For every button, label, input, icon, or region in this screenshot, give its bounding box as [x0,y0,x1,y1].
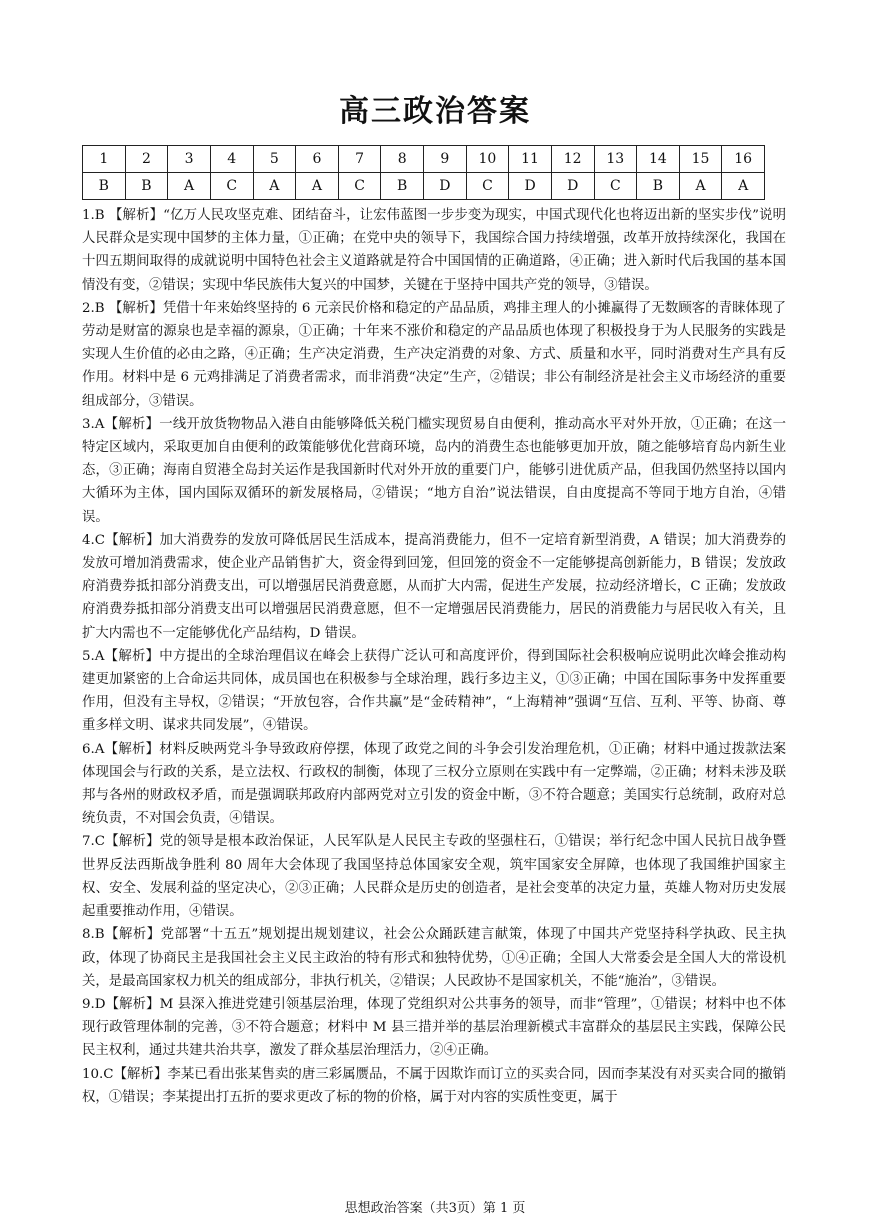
question-number-cell: 7 [338,146,381,173]
answer-letter-cell: D [551,173,594,200]
answer-key-table [82,145,765,200]
page-footer: 思想政治答案（共3页）第 1 页 [344,1201,526,1216]
question-number-cell: 6 [296,146,339,173]
question-number-row [83,146,765,173]
answer-letter-cell: B [83,173,126,200]
question-number-cell: 11 [509,146,552,173]
question-number-cell: 2 [125,146,168,173]
answer-letter-cell: A [296,173,339,200]
answer-letter-cell: D [424,173,467,200]
explanation-paragraph: 5.A【解析】中方提出的全球治理倡议在峰会上获得广泛认可和高度评价，得到国际社会积极响应说明此次峰会推动构建更加紧密的上合命运共同体，成员国也在积极参与全球治理，践行多边主义，①③正确；中国在国际事务中发挥重要作用，但没有主导权，②错误；“开放包容，合作共赢”是“金砖精神”，“上海精神”强调“互信、互利、平等、协商、尊重多样文明、谋求共同发展”，④错误。 [82,648,786,734]
question-number-cell: 4 [210,146,253,173]
answer-letter-cell: B [125,173,168,200]
question-number-cell: 13 [594,146,637,173]
answer-letter-cell: C [210,173,253,200]
question-number-cell: 14 [637,146,680,173]
explanation-paragraph: 8.B【解析】党部署“十五五”规划提出规划建议，社会公众踊跃建言献策，体现了中国共产党坚持科学执政、民主执政，体现了协商民主是我国社会主义民主政治的特有形式和独特优势，①④正确；全国人大常委会是全国人大的常设机关，是最高国家权力机关的组成部分，非执行机关，②错误；人民政协不是国家机关，不能“施治”，③错误。 [82,927,786,989]
answer-letter-cell: A [253,173,296,200]
question-number-cell: 8 [381,146,424,173]
question-number-cell: 9 [424,146,467,173]
answer-letter-cell: C [594,173,637,200]
question-number-cell: 5 [253,146,296,173]
question-number-cell: 12 [551,146,594,173]
page-title: 高三政治答案 [339,94,531,129]
explanation-paragraph: 9.D【解析】M 县深入推进党建引领基层治理，体现了党组织对公共事务的领导，而非“管理”，①错误；材料中也不体现行政管理体制的完善，③不符合题意；材料中 M 县三措并举的基层治理新模式丰富群众的基层民主实践，保障公民民主权利，通过共建共治共享，激发了群众基层治理活力，②④正确。 [82,996,786,1059]
answer-letter-row [83,173,765,200]
explanation-paragraph: 6.A【解析】材料反映两党斗争导致政府停摆，体现了政党之间的斗争会引发治理危机，①正确；材料中通过拨款法案体现国会与行政的关系，是立法权、行政权的制衡，体现了三权分立原则在实践中有一定弊端，②正确；材料未涉及联邦与各州的财政权矛盾，而是强调联邦政府内部两党对立引发的资金中断，③不符合题意；美国实行总统制，政府对总统负责，不对国会负责，④错误。 [82,741,786,827]
explanation-paragraph: 7.C【解析】党的领导是根本政治保证，人民军队是人民民主专政的坚强柱石，①错误；举行纪念中国人民抗日战争暨世界反法西斯战争胜利 80 周年大会体现了我国坚持总体国家安全观，筑牢国家安全屏障，也体现了我国维护国家主权、安全、发展利益的坚定决心，②③正确；人民群众是历史的创造者，是社会变革的决定力量，英雄人物对历史发展起重要推动作用，④错误。 [82,834,786,920]
answer-letter-cell: A [722,173,765,200]
question-number-cell: 15 [679,146,722,173]
explanation-paragraph: 3.A【解析】一线开放货物物品入港自由能够降低关税门槛实现贸易自由便利，推动高水平对外开放，①正确；在这一特定区域内，采取更加自由便利的政策能够优化营商环境，岛内的消费生态也能够更加开放，随之能够培育岛内新生业态，③正确；海南自贸港全岛封关运作是我国新时代对外开放的重要门户，能够引进优质产品，但我国仍然坚持以国内大循环为主体，国内国际双循环的新发展格局，②错误；“地方自治”说法错误，自由度提高不等同于地方自治，④错误。 [82,416,786,525]
question-number-cell: 3 [168,146,211,173]
answer-letter-cell: C [466,173,509,200]
answer-letter-cell: D [509,173,552,200]
question-number-cell: 10 [466,146,509,173]
answer-letter-cell: A [168,173,211,200]
explanation-paragraph: 2.B 【解析】凭借十年来始终坚持的 6 元亲民价格和稳定的产品品质，鸡排主理人的小摊赢得了无数顾客的青睐体现了劳动是财富的源泉也是幸福的源泉，①正确；十年来不涨价和稳定的产品品质也体现了积极投身于为人民服务的实践是实现人生价值的必由之路，④正确；生产决定消费，生产决定消费的对象、方式、质量和水平，同时消费对生产具有反作用。材料中是 6 元鸡排满足了消费者需求，而非消费“决定”生产，②错误；非公有制经济是社会主义市场经济的重要组成部分，③错误。 [82,300,786,409]
answer-letter-cell: B [381,173,424,200]
answer-letter-cell: A [679,173,722,200]
question-number-cell: 16 [722,146,765,173]
answer-letter-cell: C [338,173,381,200]
question-number-cell: 1 [83,146,126,173]
explanation-paragraph: 10.C【解析】李某已看出张某售卖的唐三彩属赝品，不属于因欺诈而订立的买卖合同，因而李某没有对买卖合同的撤销权，①错误；李某提出打五折的要求更改了标的物的价格，属于对内容的实质性变更，属于 [82,1066,786,1105]
answer-letter-cell: B [637,173,680,200]
explanation-paragraph: 4.C【解析】加大消费券的发放可降低居民生活成本，提高消费能力，但不一定培育新型消费，A 错误；加大消费券的发放可增加消费需求，使企业产品销售扩大，资金得到回笼，但回笼的资金不一定能够提高创新能力，B 错误；发放政府消费券抵扣部分消费支出，可以增强居民消费意愿，从而扩大内需，促进生产发展，拉动经济增长，C 正确；发放政府消费券抵扣部分消费支出可以增强居民消费意愿，但不一定增强居民消费能力，居民的消费能力与居民收入有关，且扩大内需也不一定能够优化产品结构，D 错误。 [82,532,786,641]
explanations-body [82,204,786,1109]
explanation-paragraph: 1.B 【解析】“亿万人民攻坚克难、团结奋斗，让宏伟蓝图一步步变为现实，中国式现代化也将迈出新的坚实步伐”说明人民群众是实现中国梦的主体力量，①正确；在党中央的领导下，我国综合国力持续增强，改革开放持续深化，我国在十四五期间取得的成就说明中国特色社会主义道路就是符合中国国情的正确道路，④正确；进入新时代后我国的基本国情没有变，②错误；实现中华民族伟大复兴的中国梦，关键在于坚持中国共产党的领导，③错误。 [82,208,786,293]
